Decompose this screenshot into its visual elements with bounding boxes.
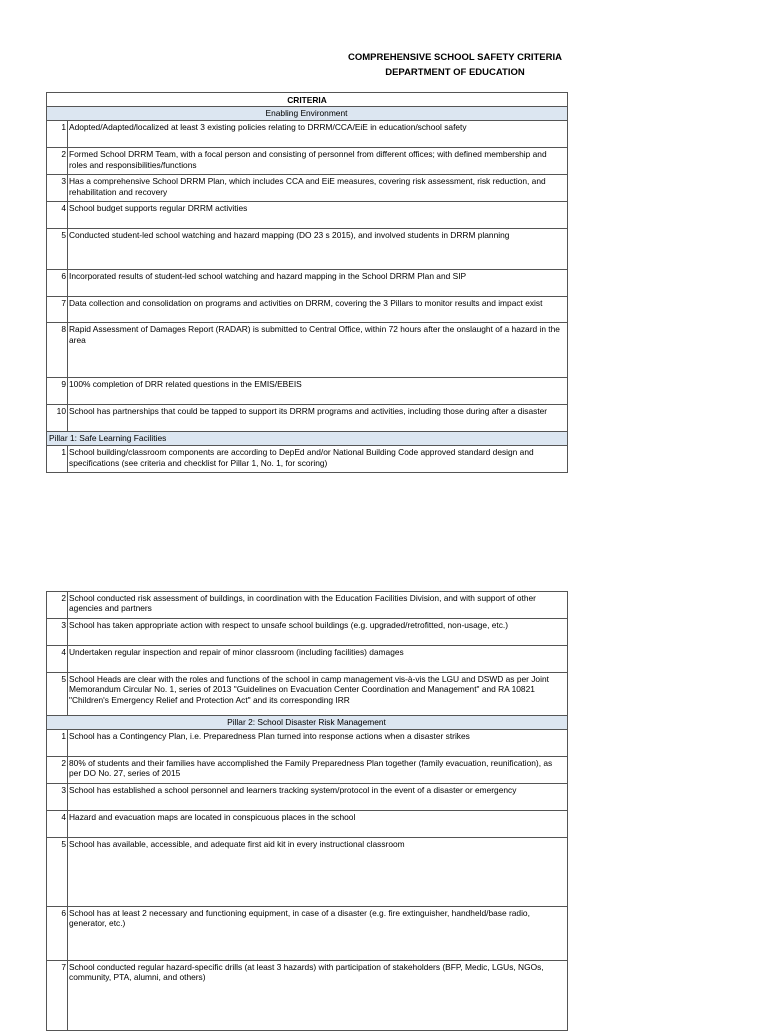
row-number: 9 xyxy=(47,378,68,405)
row-number: 5 xyxy=(47,673,68,716)
row-number: 3 xyxy=(47,784,68,811)
table-row xyxy=(47,784,568,811)
table-row xyxy=(47,730,568,757)
row-number: 8 xyxy=(47,323,68,378)
row-number: 1 xyxy=(47,121,68,148)
table-row xyxy=(47,619,568,646)
table-row xyxy=(47,297,568,323)
row-number: 4 xyxy=(47,811,68,838)
criterion-text: School conducted risk assessment of buildings, in coordination with the Education Facilities Division, and with support of other agencies and partners xyxy=(68,592,568,619)
criterion-text: Formed School DRRM Team, with a focal person and consisting of personnel from different offices; with defined membership and roles and responsibilities/functions xyxy=(68,148,568,175)
row-number: 1 xyxy=(47,446,68,473)
row-number: 2 xyxy=(47,757,68,784)
section-header-pillar-1: Pillar 1: Safe Learning Facilities xyxy=(47,432,568,446)
criterion-text: School has established a school personnel and learners tracking system/protocol in the event of a disaster or emergency xyxy=(68,784,568,811)
criterion-text: Rapid Assessment of Damages Report (RADAR) is submitted to Central Office, within 72 hours after the onslaught of a hazard in the area xyxy=(68,323,568,378)
row-number: 6 xyxy=(47,270,68,297)
row-number: 4 xyxy=(47,202,68,229)
criterion-text: 80% of students and their families have accomplished the Family Preparedness Plan together (family evacuation, reunification), as per DO No. 27, series of 2015 xyxy=(68,757,568,784)
table-row xyxy=(47,757,568,784)
row-number: 2 xyxy=(47,592,68,619)
document-subtitle: DEPARTMENT OF EDUCATION xyxy=(385,67,525,78)
table-row xyxy=(47,446,568,473)
criterion-text: School budget supports regular DRRM activities xyxy=(68,202,568,229)
document-title: COMPREHENSIVE SCHOOL SAFETY CRITERIA xyxy=(348,52,562,63)
criterion-text: Conducted student-led school watching and hazard mapping (DO 23 s 2015), and involved students in DRRM planning xyxy=(68,229,568,270)
criterion-text: Has a comprehensive School DRRM Plan, which includes CCA and EiE measures, covering risk assessment, risk reduction, and rehabilitation and recovery xyxy=(68,175,568,202)
criterion-text: School has a Contingency Plan, i.e. Preparedness Plan turned into response actions when a disaster strikes xyxy=(68,730,568,757)
criterion-text: School building/classroom components are according to DepEd and/or National Building Code approved standard design and specifications (see criteria and checklist for Pillar 1, No. 1, for scoring) xyxy=(68,446,568,473)
criterion-text: School has at least 2 necessary and functioning equipment, in case of a disaster (e.g. fire extinguisher, handheld/base radio, generator, etc.) xyxy=(68,907,568,961)
row-number: 3 xyxy=(47,175,68,202)
criteria-table-bottom xyxy=(46,591,568,1031)
criteria-table-top xyxy=(46,92,568,473)
criterion-text: School Heads are clear with the roles and functions of the school in camp management vis-à-vis the LGU and DSWD as per Joint Memorandum Circular No. 1, series of 2013 "Guidelines on Evacuation Center Coordination and Management" and RA 10821 "Children's Emergency Relief and Protection Act" and its corresponding IRR xyxy=(68,673,568,716)
table-row xyxy=(47,229,568,270)
row-number: 6 xyxy=(47,907,68,961)
table-row xyxy=(47,378,568,405)
row-number: 1 xyxy=(47,730,68,757)
table-row xyxy=(47,592,568,619)
criterion-text: School has available, accessible, and adequate first aid kit in every instructional classroom xyxy=(68,838,568,907)
table-row xyxy=(47,646,568,673)
section-header-pillar-2: Pillar 2: School Disaster Risk Management xyxy=(47,716,568,730)
table-row xyxy=(47,838,568,907)
section-header-enabling-environment: Enabling Environment xyxy=(47,107,568,121)
row-number: 7 xyxy=(47,961,68,1031)
criterion-text: School has taken appropriate action with respect to unsafe school buildings (e.g. upgraded/retrofitted, non-usage, etc.) xyxy=(68,619,568,646)
table-row xyxy=(47,121,568,148)
criterion-text: School conducted regular hazard-specific drills (at least 3 hazards) with participation of stakeholders (BFP, Medic, LGUs, NGOs, community, PTA, alumni, and others) xyxy=(68,961,568,1031)
criterion-text: 100% completion of DRR related questions in the EMIS/EBEIS xyxy=(68,378,568,405)
row-number: 2 xyxy=(47,148,68,175)
table-row xyxy=(47,907,568,961)
table-row xyxy=(47,673,568,716)
table-row xyxy=(47,148,568,175)
criterion-text: Adopted/Adapted/localized at least 3 existing policies relating to DRRM/CCA/EiE in education/school safety xyxy=(68,121,568,148)
criteria-column-header: CRITERIA xyxy=(47,93,568,107)
table-row xyxy=(47,323,568,378)
row-number: 10 xyxy=(47,405,68,432)
table-row xyxy=(47,811,568,838)
row-number: 3 xyxy=(47,619,68,646)
table-row xyxy=(47,202,568,229)
table-row xyxy=(47,405,568,432)
criterion-text: School has partnerships that could be tapped to support its DRRM programs and activities, including those during after a disaster xyxy=(68,405,568,432)
row-number: 5 xyxy=(47,229,68,270)
table-row xyxy=(47,961,568,1031)
table-row xyxy=(47,270,568,297)
row-number: 4 xyxy=(47,646,68,673)
criterion-text: Hazard and evacuation maps are located in conspicuous places in the school xyxy=(68,811,568,838)
row-number: 5 xyxy=(47,838,68,907)
table-row xyxy=(47,175,568,202)
criterion-text: Incorporated results of student-led school watching and hazard mapping in the School DRRM Plan and SIP xyxy=(68,270,568,297)
row-number: 7 xyxy=(47,297,68,323)
criterion-text: Data collection and consolidation on programs and activities on DRRM, covering the 3 Pillars to monitor results and impact exist xyxy=(68,297,568,323)
criterion-text: Undertaken regular inspection and repair of minor classroom (including facilities) damages xyxy=(68,646,568,673)
